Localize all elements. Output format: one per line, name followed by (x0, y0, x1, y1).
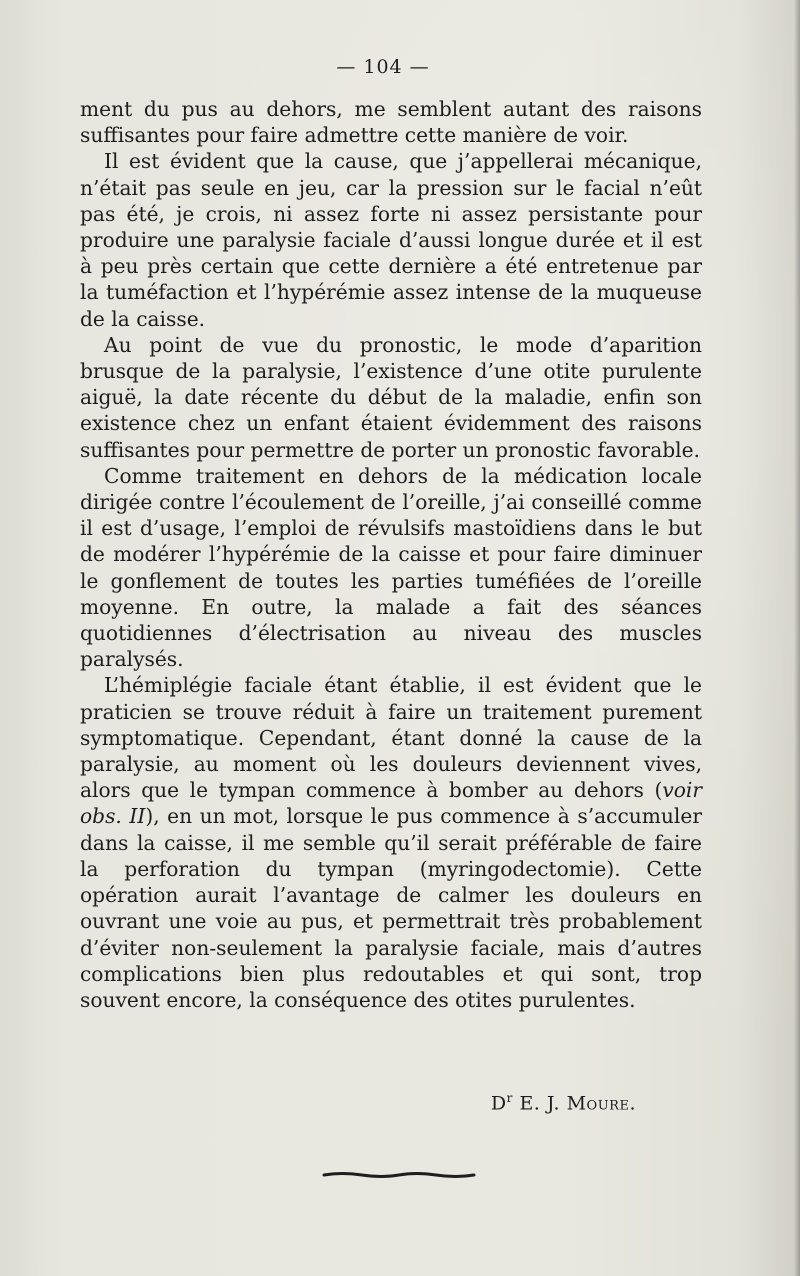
observation-reference: voir obs. II (80, 778, 702, 829)
ornament-line (324, 1174, 474, 1177)
author-signature (360, 1091, 636, 1114)
page-edge-shadow (794, 0, 800, 1276)
paragraph-4: Comme traitement en dehors de la médication locale dirigée contre l’écoulement de l’oreille, j’ai conseillé comme il est d’usage, l’emploi de révulsifs mastoïdiens dans le but de modérer l’hypérémie de la caisse et pour faire diminuer le gonflement de toutes les parties tuméfiées de l’oreille moyenne. En outre, la malade a fait des séances quotidiennes d’électrisation au niveau des muscles paralysés. (80, 463, 702, 672)
page-number: — 104 — (336, 56, 430, 78)
signature-name: E. J. Moure. (519, 1092, 636, 1115)
paragraph-3: Au point de vue du pronostic, le mode d’aparition brusque de la paralysie, l’existence d’une otite purulente aiguë, la date récente du début de la maladie, enfin son existence chez un enfant étaient évidemment des raisons suffisantes pour permettre de porter un pronostic favorable. (80, 332, 702, 462)
signature-title: D (490, 1092, 507, 1115)
end-ornament-rule (322, 1170, 476, 1180)
paragraph-1: ment du pus au dehors, me semblent autant des raisons suffisantes pour faire admettre cette manière de voir. (80, 97, 702, 148)
paragraph-5-text-start: L’hémiplégie faciale étant établie, il est évident que le praticien se trouve réduit à faire un traitement purement symptomatique. Cependant, étant donné la cause de la paralysie, au moment où les douleurs deviennent vives, alors que le tympan commence à bomber au dehors ( (80, 673, 702, 803)
signature-title-sup: r (506, 1091, 513, 1105)
body-text (80, 96, 702, 1013)
paragraph-2: Il est évident que la cause, que j’appellerai mécanique, n’était pas seule en jeu, car la pression sur le facial n’eût pas été, je crois, ni assez forte ni assez persistante pour produire une paralysie faciale d’aussi longue durée et il est à peu près certain que cette dernière a été entretenue par la tuméfaction et l’hypérémie assez intense de la muqueuse de la caisse. (80, 149, 702, 331)
paragraph-5-text-end: ), en un mot, lorsque le pus commence à s’accumuler dans la caisse, il me semble qu’il serait préférable de faire la perforation du tympan (myringodectomie). Cette opération aurait l’avantage de calmer les douleurs en ouvrant une voie au pus, et permettrait très probablement d’éviter non-seulement la paralysie faciale, mais d’autres complications bien plus redoutables et qui sont, trop souvent encore, la conséquence des otites purulentes. (80, 804, 702, 1012)
paragraph-5 (80, 672, 702, 1013)
